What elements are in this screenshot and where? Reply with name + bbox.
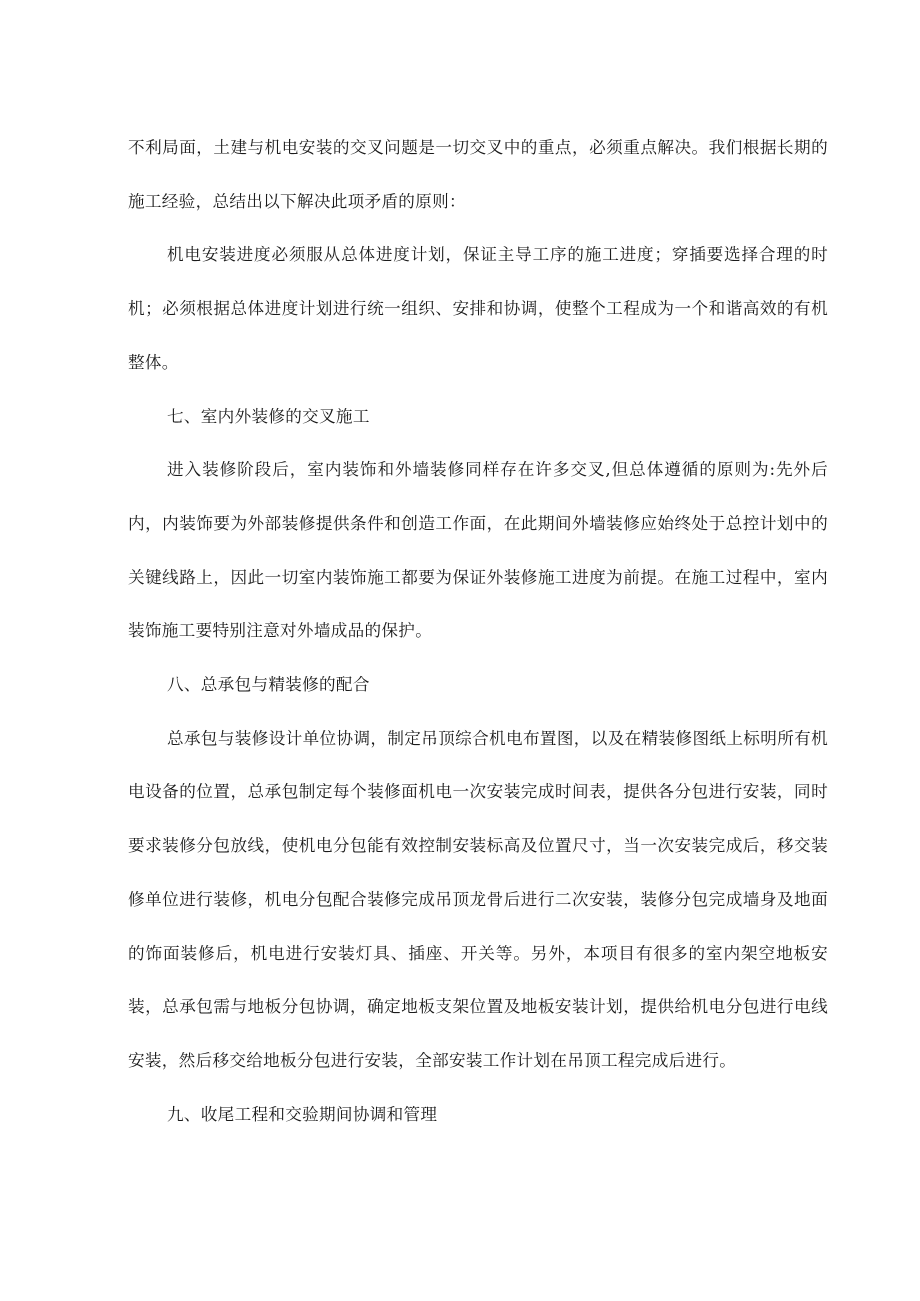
section-heading: 八、总承包与精装修的配合: [167, 675, 370, 695]
document-body: [128, 121, 828, 1141]
body-paragraph: 机电安装进度必须服从总体进度计划，保证主导工序的施工进度；穿插要选择合理的时机；必须根据总体进度计划进行统一组织、安排和协调，使整个工程成为一个和谐高效的有机整体。: [128, 245, 828, 372]
body-paragraph: 不利局面，土建与机电安装的交叉问题是一切交叉中的重点，必须重点解决。我们根据长期的施工经验，总结出以下解决此项矛盾的原则：: [128, 138, 828, 211]
section-heading: 七、室内外装修的交叉施工: [167, 406, 370, 426]
body-paragraph: 总承包与装修设计单位协调，制定吊顶综合机电布置图，以及在精装修图纸上标明所有机电设备的位置，总承包制定每个装修面机电一次安装完成时间表，提供各分包进行安装，同时要求装修分包放线，使机电分包能有效控制安装标高及位置尺寸，当一次安装完成后，移交装修单位进行装修，机电分包配合装修完成吊顶龙骨后进行二次安装，装修分包完成墙身及地面的饰面装修后，机电进行安装灯具、插座、开关等。另外，本项目有很多的室内架空地板安装，总承包需与地板分包协调，确定地板支架位置及地板安装计划，提供给机电分包进行电线安装，然后移交给地板分包进行安装，全部安装工作计划在吊顶工程完成后进行。: [128, 728, 828, 1070]
section-heading: 九、收尾工程和交验期间协调和管理: [167, 1104, 438, 1124]
body-paragraph: 进入装修阶段后，室内装饰和外墙装修同样存在许多交叉,但总体遵循的原则为:先外后内，内装饰要为外部装修提供条件和创造工作面，在此期间外墙装修应始终处于总控计划中的关键线路上，因此一切室内装饰施工都要为保证外装修施工进度为前提。在施工过程中，室内装饰施工要特别注意对外墙成品的保护。: [128, 460, 828, 641]
